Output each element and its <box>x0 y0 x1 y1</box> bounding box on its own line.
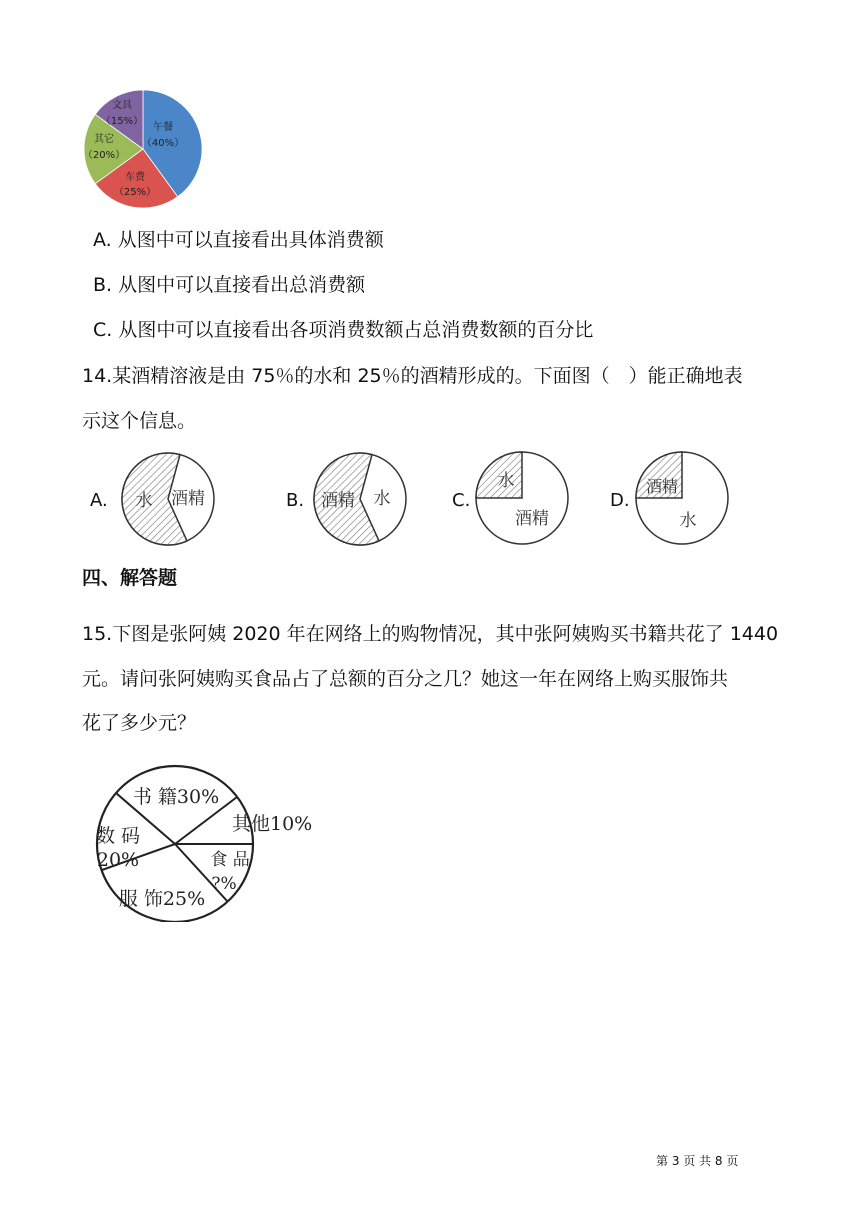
q14-option-a-letter: A. <box>90 490 108 511</box>
q14-option-d-hatched-label: 酒精 <box>645 477 679 496</box>
q14-option-b-hatched-label: 酒精 <box>321 491 355 511</box>
q15-label-clothes: 服 饰25% <box>118 888 206 910</box>
q13-pct-stationery: （15%） <box>100 116 144 127</box>
q14-question-line2: 示这个信息。 <box>82 410 197 432</box>
q13-option-a: A. 从图中可以直接看出具体消费额 <box>93 229 384 251</box>
q14-option-d-letter: D. <box>610 490 630 511</box>
q14-option-b-letter: B. <box>286 490 305 511</box>
q15-label-books: 书 籍30% <box>132 786 220 808</box>
q13-label-fare: 车费 <box>125 172 145 183</box>
q14-option-d-plain-label: 水 <box>679 511 697 531</box>
q13-label-other: 其它 <box>94 134 114 145</box>
q13-option-b: B. 从图中可以直接看出总消费额 <box>93 274 366 296</box>
q13-label-lunch: 午餐 <box>153 122 173 133</box>
q15-label-digital-1: 数 码 <box>95 825 141 847</box>
q15-label-digital-2: 20% <box>96 849 140 871</box>
q15-pie-chart <box>82 762 332 922</box>
q15-label-food-1: 食 品 <box>210 850 250 870</box>
q14-question-line1: 14.某酒精溶液是由 75％的水和 25％的酒精形成的。下面图（ ）能正确地表 <box>82 365 743 387</box>
q14-option-c-plain-label: 酒精 <box>515 509 549 529</box>
q15-label-food-2: ?% <box>211 874 237 894</box>
q13-pie-chart <box>80 86 206 212</box>
q13-pct-fare: （25%） <box>113 187 157 198</box>
page-footer: 第 3 页 共 8 页 <box>656 1154 739 1168</box>
q15-question-line1: 15.下图是张阿姨 2020 年在网络上的购物情况，其中张阿姨购买书籍共花了 1440 <box>82 623 779 645</box>
q14-option-a-plain-label: 酒精 <box>171 489 205 509</box>
q13-pct-other: （20%） <box>82 150 126 161</box>
section-4-title: 四、解答题 <box>82 567 178 589</box>
q14-option-c-circle <box>476 452 568 544</box>
q14-options-figure <box>82 446 742 554</box>
q13-label-stationery: 文具 <box>112 100 132 111</box>
q14-option-a-hatched-label: 水 <box>135 491 153 511</box>
q15-question-line2: 元。请问张阿姨购买食品占了总额的百分之几？她这一年在网络上购买服饰共 <box>82 668 729 690</box>
q13-option-c: C. 从图中可以直接看出各项消费数额占总消费数额的百分比 <box>93 319 594 341</box>
q14-option-c-hatched-label: 水 <box>497 471 515 491</box>
q14-option-c-letter: C. <box>452 490 471 511</box>
q13-pct-lunch: （40%） <box>141 138 185 149</box>
q15-question-line3: 花了多少元？ <box>82 712 197 734</box>
q15-label-other: 其他10% <box>232 813 313 835</box>
q14-option-b-plain-label: 水 <box>373 489 391 509</box>
